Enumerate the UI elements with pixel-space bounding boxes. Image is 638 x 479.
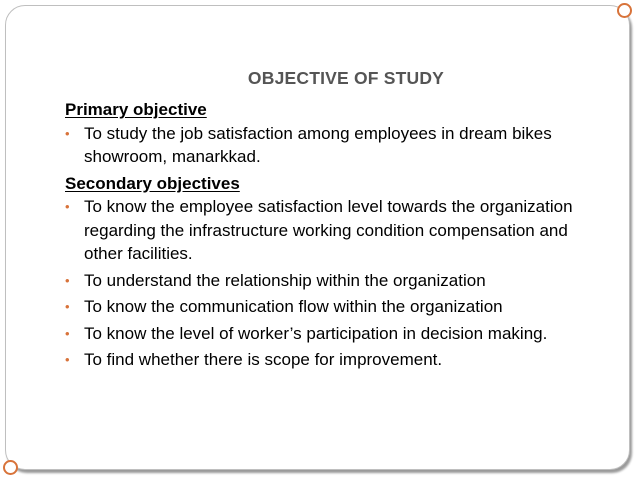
list-item (65, 322, 595, 346)
list-item (65, 195, 595, 266)
list-item (65, 295, 595, 319)
slide-content (65, 98, 595, 375)
list-item (65, 348, 595, 372)
slide-title: OBJECTIVE OF STUDY (247, 68, 445, 88)
list-item-text: To study the job satisfaction among employees in dream bikes showroom, manarkkad. (84, 123, 552, 166)
bullet-icon: • (65, 325, 70, 341)
secondary-objectives-heading: Secondary objectives (65, 173, 240, 193)
bullet-icon: • (65, 352, 70, 367)
primary-objective-heading: Primary objective (65, 100, 207, 119)
bullet-icon: • (65, 199, 70, 214)
list-item (65, 269, 595, 293)
secondary-objectives-list (65, 195, 595, 372)
list-item-text: To find whether there is scope for improvement. (84, 350, 443, 369)
corner-circle-icon-top-right (617, 3, 632, 18)
list-item-text: To know the level of worker’s participation in decision making. (84, 323, 548, 343)
primary-objective-list (65, 122, 595, 169)
list-item-text: To know the communication flow within the organization (84, 297, 503, 316)
list-item-text: To understand the relationship within the organization (84, 270, 486, 290)
corner-circle-icon-bottom-left (3, 460, 18, 475)
bullet-icon: • (65, 299, 70, 314)
bullet-icon: • (65, 272, 70, 288)
list-item (65, 122, 595, 169)
bullet-icon: • (65, 125, 70, 141)
list-item-text: To know the employee satisfaction level towards the organization regarding the infrastructure working condition compensation and other facilities. (84, 197, 573, 263)
